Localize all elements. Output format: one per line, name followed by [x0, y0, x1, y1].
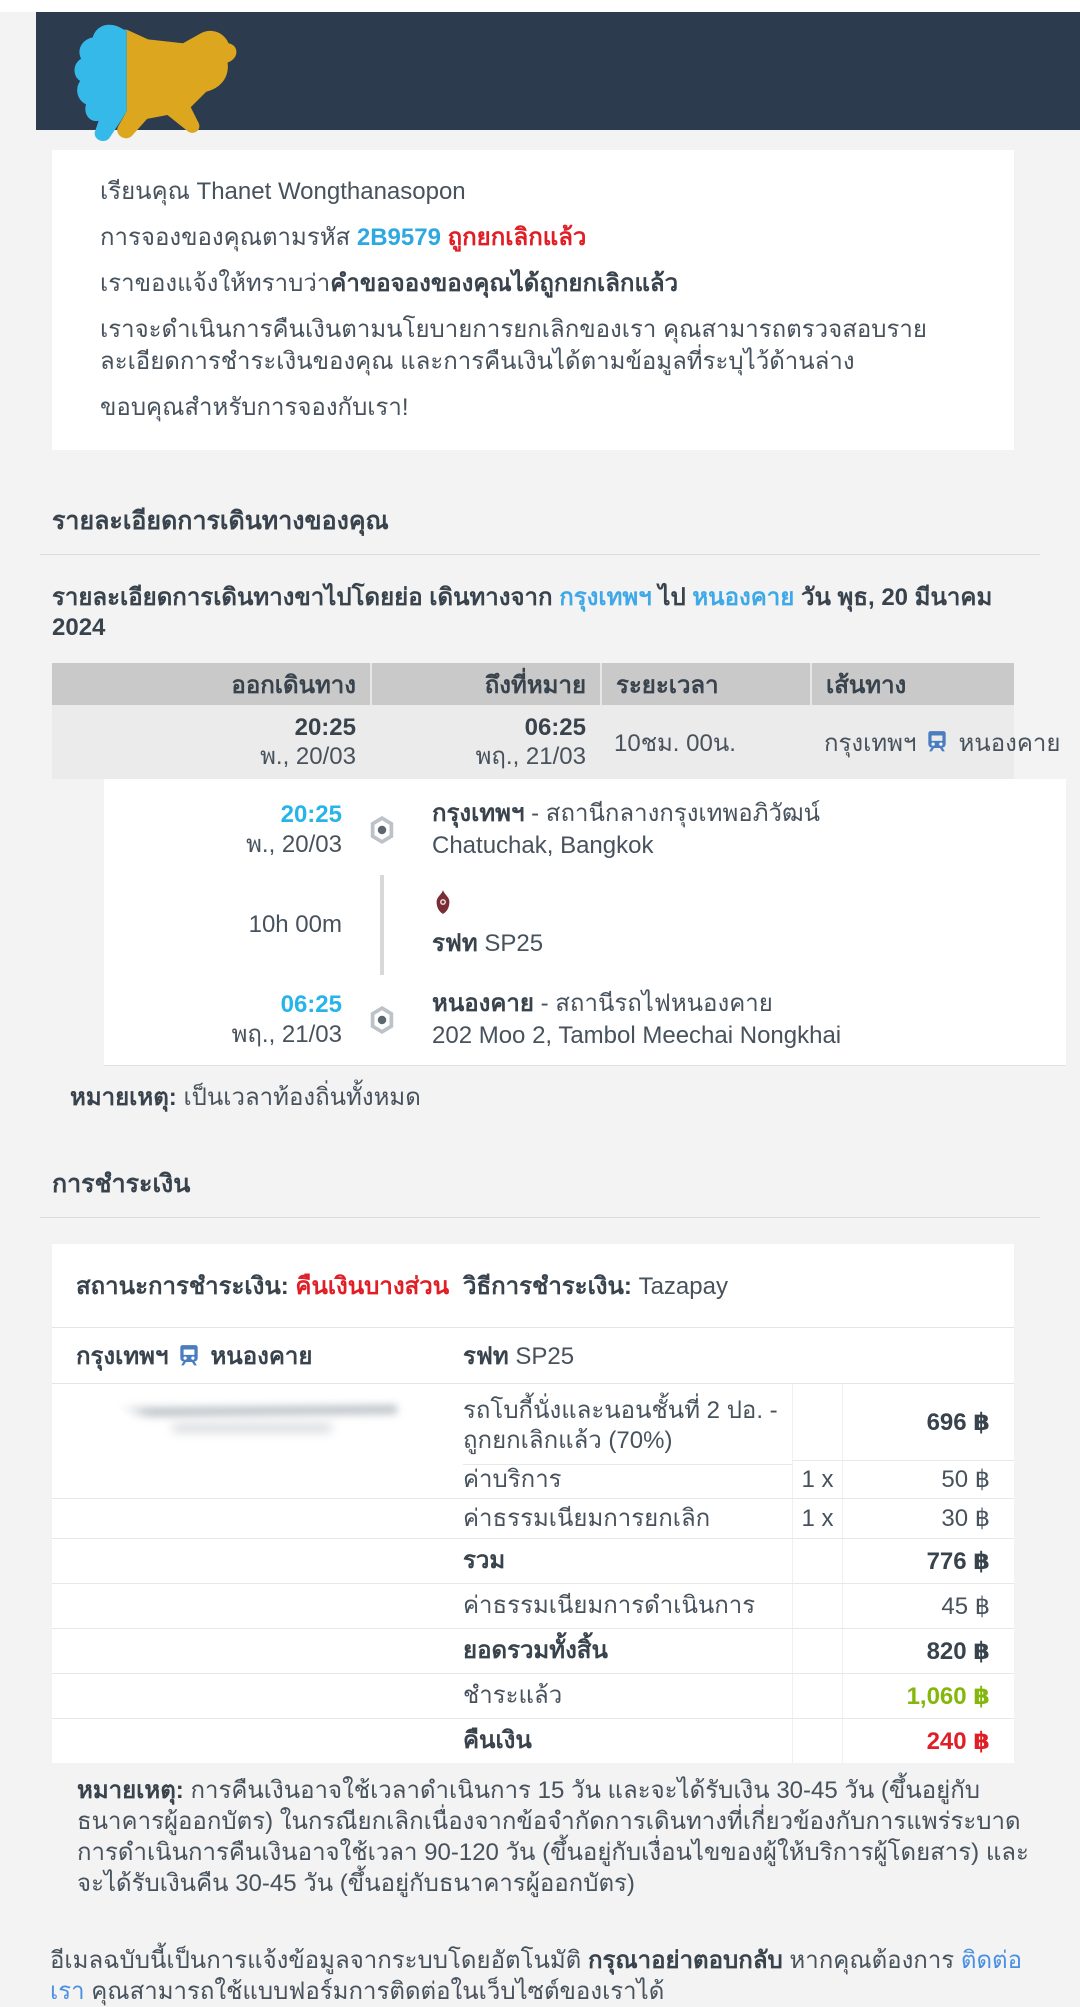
col-arrive: ถึงที่หมาย — [370, 663, 600, 705]
col-route: เส้นทาง — [810, 663, 1014, 705]
timeline-arrive-time: 06:25 พฤ., 21/03 — [231, 991, 342, 1048]
processing-fee-label: ค่าธรรมเนียมการดำเนินการ — [463, 1592, 756, 1619]
origin-link[interactable]: กรุงเทพฯ — [559, 584, 652, 611]
spacer — [792, 1674, 842, 1718]
payment-status-row — [52, 1244, 1014, 1328]
contact-us-link[interactable]: ติดต่อเรา — [50, 1947, 1023, 2005]
service-fee-label: ค่าบริการ — [463, 1464, 792, 1495]
cancel-fee-qty: 1 x — [792, 1499, 842, 1538]
grand-total-amount: 820 ฿ — [842, 1629, 1014, 1673]
top-white-strip — [0, 0, 1080, 12]
train-icon — [924, 729, 950, 755]
grand-total-label: ยอดรวมทั้งสิ้น — [463, 1637, 608, 1664]
trip-summary-row — [52, 705, 1061, 779]
refund-amount: 240 ฿ — [842, 1719, 1014, 1763]
trip-table-header — [52, 663, 1014, 705]
fare-item-amount: 696 ฿ — [842, 1384, 1014, 1460]
salutation: เรียนคุณ Thanet Wongthanasopon — [100, 178, 466, 205]
total-row — [52, 1628, 1014, 1673]
train-icon — [176, 1343, 202, 1369]
total-row — [52, 1583, 1014, 1628]
total-row — [52, 1538, 1014, 1583]
inform-line: เราของแจ้งให้ทราบว่าคำขอจองของคุณได้ถูกยกเลิกแล้ว — [100, 270, 679, 297]
fare-item-label: รถโบกี้นั่งและนอนชั้นที่ 2 ปอ. - ถูกยกเลิกแล้ว (70%) — [463, 1397, 778, 1454]
auto-email-footer: อีเมลฉบับนี้เป็นการแจ้งข้อมูลจากระบบโดยอัตโนมัติ กรุณาอย่าตอบกลับ หากคุณต้องการ ติดต่อเรา คุณสามารถใช้แบบฟอร์มการติดต่อในเว็บไซต์ของเราได้ — [50, 1947, 1023, 2005]
greeting-card — [52, 150, 1014, 450]
booking-status-line: การจองของคุณตามรหัส 2B9579 ถูกยกเลิกแล้ว — [100, 224, 587, 251]
refund-policy-line: เราจะดำเนินการคืนเงินตามนโยบายการยกเลิกของเรา คุณสามารถตรวจสอบรายละเอียดการชำระเงินของคุณ และการคืนเงินได้ตามข้อมูลที่ระบุไว้ด้านล่าง — [100, 316, 927, 375]
spacer — [792, 1629, 842, 1673]
subtotal-amount: 776 ฿ — [842, 1539, 1014, 1583]
total-row — [52, 1718, 1014, 1763]
trip-section-title: รายละเอียดการเดินทางของคุณ — [40, 506, 1040, 555]
trip-details-section — [40, 506, 1040, 555]
trip-summary-heading: รายละเอียดการเดินทางขาไปโดยย่อ เดินทางจาก กรุงเทพฯ ไป หนองคาย วัน พุธ, 20 มีนาคม 2024 — [52, 584, 993, 641]
status-partial-refund: คืนเงินบางส่วน — [295, 1273, 450, 1300]
timeline-depart-time: 20:25 พ., 20/03 — [246, 801, 342, 858]
trip-timeline — [104, 779, 1066, 1066]
thanks-line: ขอบคุณสำหรับการจองกับเรา! — [100, 394, 409, 421]
col-duration: ระยะเวลา — [600, 663, 810, 705]
timeline-connector — [352, 875, 412, 975]
cancelled-status-text: ถูกยกเลิกแล้ว — [440, 224, 587, 251]
payment-route: กรุงเทพฯ หนองคาย — [76, 1343, 313, 1370]
payment-section — [40, 1169, 1040, 1218]
payment-section-title: การชำระเงิน — [40, 1169, 1040, 1218]
total-row — [52, 1673, 1014, 1718]
payment-method: วิธีการชำระเงิน: Tazapay — [463, 1273, 728, 1300]
subtotal-label: รวม — [463, 1547, 506, 1574]
redacted-passenger-name — [52, 1384, 463, 1460]
depart-cell: 20:25 พ., 20/03 — [260, 714, 356, 770]
payment-card — [52, 1244, 1014, 1763]
fee-item-row — [52, 1498, 1014, 1538]
depart-node — [352, 785, 412, 875]
col-depart: ออกเดินทาง — [231, 671, 356, 699]
timezone-note: หมายเหตุ: เป็นเวลาท้องถิ่นทั้งหมด — [70, 1084, 421, 1111]
email-header-bar — [36, 12, 1080, 130]
payment-status: สถานะการชำระเงิน: คืนเงินบางส่วน — [76, 1273, 450, 1300]
processing-fee-amount: 45 ฿ — [842, 1584, 1014, 1628]
payment-route-row — [52, 1328, 1014, 1384]
booking-code: 2B9579 — [356, 224, 441, 251]
spacer — [792, 1539, 842, 1583]
timeline-duration: 10h 00m — [248, 911, 342, 938]
fare-item-qty — [792, 1384, 842, 1460]
paid-label: ชำระแล้ว — [463, 1682, 563, 1709]
cancel-fee-label: ค่าธรรมเนียมการยกเลิก — [463, 1504, 711, 1532]
refund-policy-note: หมายเหตุ: การคืนเงินอาจใช้เวลาดำเนินการ 15 วัน และจะได้รับเงิน 30-45 วัน (ขึ้นอยู่กับธนาคารผู้ออกบัตร) ในกรณียกเลิกเนื่องจากข้อจำกัดการเดินทางที่เกี่ยวข้องกับการแพร่ระบาด การดำเนินการคืนเงินอาจใช้เวลา 90-120 วัน (ขึ้นอยู่กับเงื่อนไขของผู้ให้บริการผู้โดยสาร) และจะได้รับเงินคืน 30-45 วัน (ขึ้นอยู่กับธนาคารผู้ออกบัตร) — [77, 1777, 1029, 1897]
hexagon-stop-icon — [367, 815, 397, 845]
arrive-node — [352, 975, 412, 1065]
arrive-cell: 06:25 พฤ., 21/03 — [475, 714, 586, 770]
brand-logo-icon — [52, 18, 248, 146]
service-fee-qty: 1 x — [792, 1460, 842, 1498]
cancel-fee-amount: 30 ฿ — [842, 1499, 1014, 1538]
depart-station-detail: กรุงเทพฯ - สถานีกลางกรุงเทพอภิวัฒน์ Chatuchak, Bangkok — [432, 800, 821, 859]
spacer — [792, 1584, 842, 1628]
service-fee-amount: 50 ฿ — [842, 1460, 1014, 1498]
paid-amount: 1,060 ฿ — [842, 1674, 1014, 1718]
refund-label: คืนเงิน — [463, 1727, 532, 1754]
operator-crest-icon — [432, 889, 454, 915]
trip-table — [52, 663, 1061, 1066]
hexagon-stop-icon — [367, 1005, 397, 1035]
leg-operator-cell: รฟท SP25 — [412, 889, 1066, 962]
spacer — [792, 1719, 842, 1763]
arrive-station-detail: หนองคาย - สถานีรถไฟหนองคาย 202 Moo 2, Tambol Meechai Nongkhai — [432, 990, 842, 1049]
destination-link[interactable]: หนองคาย — [692, 584, 795, 611]
payment-service: รฟท SP25 — [463, 1343, 575, 1370]
fee-item-row — [52, 1460, 1014, 1498]
route-cell: กรุงเทพฯ หนองคาย — [824, 729, 1061, 757]
fare-item-row — [52, 1384, 1014, 1460]
duration-cell: 10ชม. 00น. — [614, 729, 736, 757]
